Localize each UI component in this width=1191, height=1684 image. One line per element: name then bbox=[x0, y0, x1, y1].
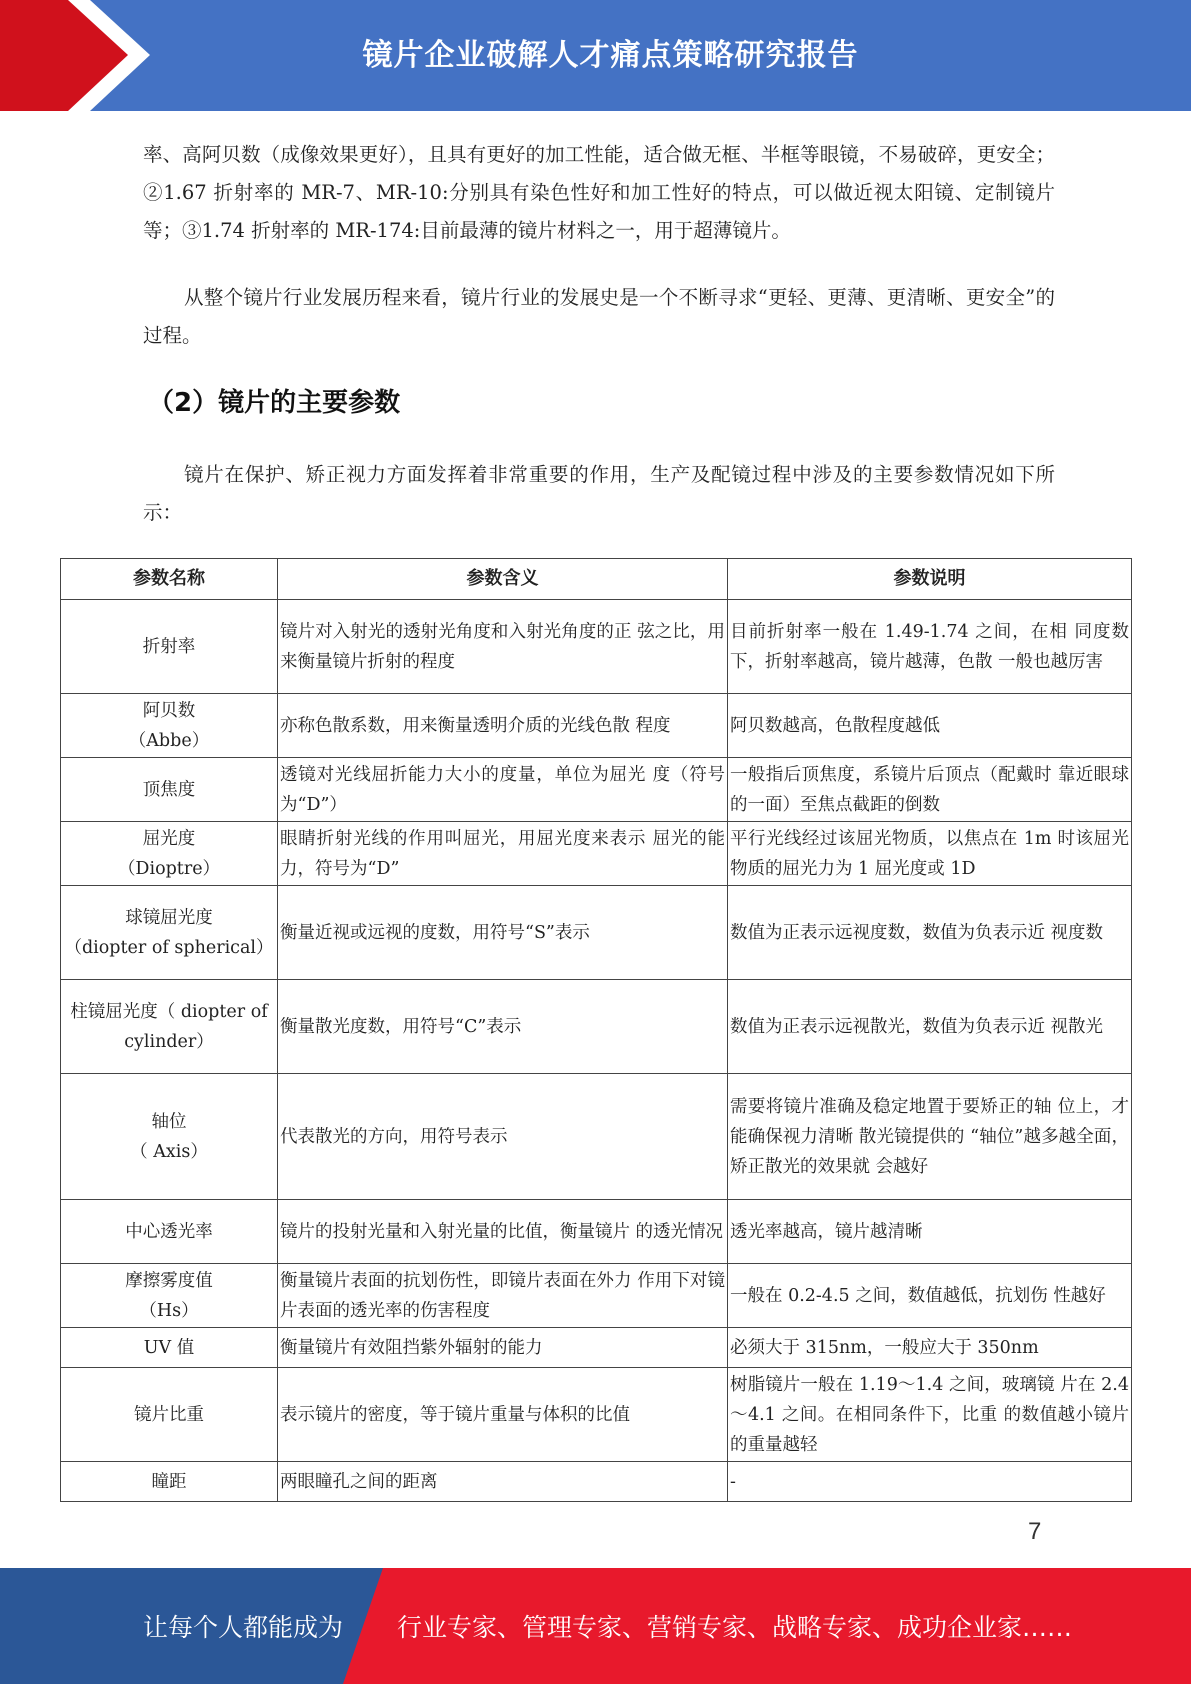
table-row bbox=[61, 1074, 1132, 1200]
parameters-table bbox=[60, 558, 1132, 1502]
param-meaning-cell: 透镜对光线屈折能力大小的度量，单位为屈光 度（符号为“D”） bbox=[278, 758, 728, 822]
table-row bbox=[61, 1462, 1132, 1502]
param-desc-cell: 需要将镜片准确及稳定地置于要矫正的轴 位上，才能确保视力清晰 散光镜提供的 “轴位”越多越全面，矫正散光的效果就 会越好 bbox=[728, 1074, 1132, 1200]
table-row bbox=[61, 1264, 1132, 1328]
param-name-line: 瞳距 bbox=[151, 1471, 187, 1492]
param-desc-cell: - bbox=[728, 1462, 1132, 1502]
param-name-cell bbox=[61, 1328, 278, 1368]
param-name-line: 阿贝数 bbox=[142, 700, 196, 721]
param-name-line: （ Axis） bbox=[130, 1141, 208, 1162]
param-name-cell bbox=[61, 694, 278, 758]
table-row bbox=[61, 694, 1132, 758]
param-meaning-cell: 镜片的投射光量和入射光量的比值，衡量镜片 的透光情况 bbox=[278, 1200, 728, 1264]
table-row bbox=[61, 886, 1132, 980]
param-desc-cell: 透光率越高，镜片越清晰 bbox=[728, 1200, 1132, 1264]
table-row bbox=[61, 758, 1132, 822]
table-row bbox=[61, 1328, 1132, 1368]
param-meaning-cell: 亦称色散系数，用来衡量透明介质的光线色散 程度 bbox=[278, 694, 728, 758]
param-meaning-cell: 代表散光的方向，用符号表示 bbox=[278, 1074, 728, 1200]
param-desc-cell: 一般在 0.2-4.5 之间，数值越低，抗划伤 性越好 bbox=[728, 1264, 1132, 1328]
param-name-cell bbox=[61, 822, 278, 886]
param-meaning-cell: 衡量镜片表面的抗划伤性，即镜片表面在外力 作用下对镜片表面的透光率的伤害程度 bbox=[278, 1264, 728, 1328]
param-name-line: （Dioptre） bbox=[117, 858, 221, 879]
paragraph-industry-history: 从整个镜片行业发展历程来看，镜片行业的发展史是一个不断寻求“更轻、更薄、更清晰、更安全”的过程。 bbox=[143, 286, 1055, 347]
param-name-cell bbox=[61, 886, 278, 980]
param-name-cell bbox=[61, 1200, 278, 1264]
table-row bbox=[61, 980, 1132, 1074]
column-header-name: 参数名称 bbox=[61, 559, 278, 600]
param-name-line: 轴位 bbox=[151, 1111, 187, 1132]
param-name-line: （diopter of spherical） bbox=[64, 937, 274, 958]
param-name-line: 折射率 bbox=[142, 636, 196, 657]
page-footer bbox=[0, 1568, 1191, 1684]
paragraph-lens-materials: 率、高阿贝数（成像效果更好），且具有更好的加工性能，适合做无框、半框等眼镜，不易破碎，更安全；②1.67 折射率的 MR-7、MR-10:分别具有染色性好和加工性好的特点，可以做近视太阳镜、定制镜片等；③1.74 折射率的 MR-174:目前最薄的镜片材料之一，用于超薄镜片。 bbox=[143, 143, 1055, 242]
param-name-cell bbox=[61, 1264, 278, 1328]
param-name-cell bbox=[61, 1074, 278, 1200]
param-desc-cell: 平行光线经过该屈光物质，以焦点在 1m 时该屈光物质的屈光力为 1 屈光度或 1D bbox=[728, 822, 1132, 886]
param-meaning-cell: 衡量散光度数，用符号“C”表示 bbox=[278, 980, 728, 1074]
param-meaning-cell: 衡量镜片有效阻挡紫外辐射的能力 bbox=[278, 1328, 728, 1368]
param-name-line: 中心透光率 bbox=[125, 1221, 213, 1242]
table-row bbox=[61, 822, 1132, 886]
param-desc-cell: 阿贝数越高，色散程度越低 bbox=[728, 694, 1132, 758]
table-body bbox=[61, 600, 1132, 1502]
param-name-line: 镜片比重 bbox=[134, 1404, 204, 1425]
footer-slogan-left: 让每个人都能成为 bbox=[143, 1613, 344, 1642]
page-header bbox=[0, 0, 1191, 111]
param-meaning-cell: 表示镜片的密度，等于镜片重量与体积的比值 bbox=[278, 1368, 728, 1462]
paragraph-params-intro: 镜片在保护、矫正视力方面发挥着非常重要的作用，生产及配镜过程中涉及的主要参数情况如下所示： bbox=[143, 463, 1055, 524]
param-desc-cell: 必须大于 315nm，一般应大于 350nm bbox=[728, 1328, 1132, 1368]
table-row bbox=[61, 1200, 1132, 1264]
param-desc-cell: 目前折射率一般在 1.49-1.74 之间，在相 同度数下，折射率越高，镜片越薄，色散 一般也越厉害 bbox=[728, 600, 1132, 694]
param-name-line: 柱镜屈光度（ diopter of cylinder） bbox=[70, 1001, 268, 1052]
table-row bbox=[61, 1368, 1132, 1462]
param-name-line: 摩擦雾度值 bbox=[125, 1270, 213, 1291]
param-name-cell bbox=[61, 600, 278, 694]
param-name-line: （Abbe） bbox=[128, 730, 210, 751]
section-heading: （2）镜片的主要参数 bbox=[148, 388, 401, 418]
column-header-desc: 参数说明 bbox=[728, 559, 1132, 600]
param-name-line: （Hs） bbox=[139, 1300, 199, 1321]
param-meaning-cell: 眼睛折射光线的作用叫屈光，用屈光度来表示 屈光的能力，符号为“D” bbox=[278, 822, 728, 886]
param-name-cell bbox=[61, 758, 278, 822]
param-desc-cell: 数值为正表示远视度数，数值为负表示近 视度数 bbox=[728, 886, 1132, 980]
param-name-line: 球镜屈光度 bbox=[125, 907, 213, 928]
report-title: 镜片企业破解人才痛点策略研究报告 bbox=[362, 38, 859, 73]
param-meaning-cell: 衡量近视或远视的度数，用符号“S”表示 bbox=[278, 886, 728, 980]
param-name-cell bbox=[61, 1462, 278, 1502]
param-name-cell bbox=[61, 1368, 278, 1462]
footer-slogan-right: 行业专家、管理专家、营销专家、战略专家、成功企业家…… bbox=[397, 1613, 1073, 1642]
param-name-line: 屈光度 bbox=[142, 828, 196, 849]
param-name-cell bbox=[61, 980, 278, 1074]
param-desc-cell: 树脂镜片一般在 1.19～1.4 之间，玻璃镜 片在 2.4～4.1 之间。在相同条件下，比重 的数值越小镜片的重量越轻 bbox=[728, 1368, 1132, 1462]
page-number: 7 bbox=[1028, 1518, 1042, 1545]
param-desc-cell: 数值为正表示远视散光，数值为负表示近 视散光 bbox=[728, 980, 1132, 1074]
column-header-meaning: 参数含义 bbox=[278, 559, 728, 600]
param-desc-cell: 一般指后顶焦度，系镜片后顶点（配戴时 靠近眼球的一面）至焦点截距的倒数 bbox=[728, 758, 1132, 822]
param-meaning-cell: 两眼瞳孔之间的距离 bbox=[278, 1462, 728, 1502]
param-meaning-cell: 镜片对入射光的透射光角度和入射光角度的正 弦之比，用来衡量镜片折射的程度 bbox=[278, 600, 728, 694]
table-row bbox=[61, 600, 1132, 694]
table-header-row bbox=[61, 559, 1132, 600]
param-name-line: 顶焦度 bbox=[142, 779, 196, 800]
param-name-line: UV 值 bbox=[143, 1337, 195, 1358]
